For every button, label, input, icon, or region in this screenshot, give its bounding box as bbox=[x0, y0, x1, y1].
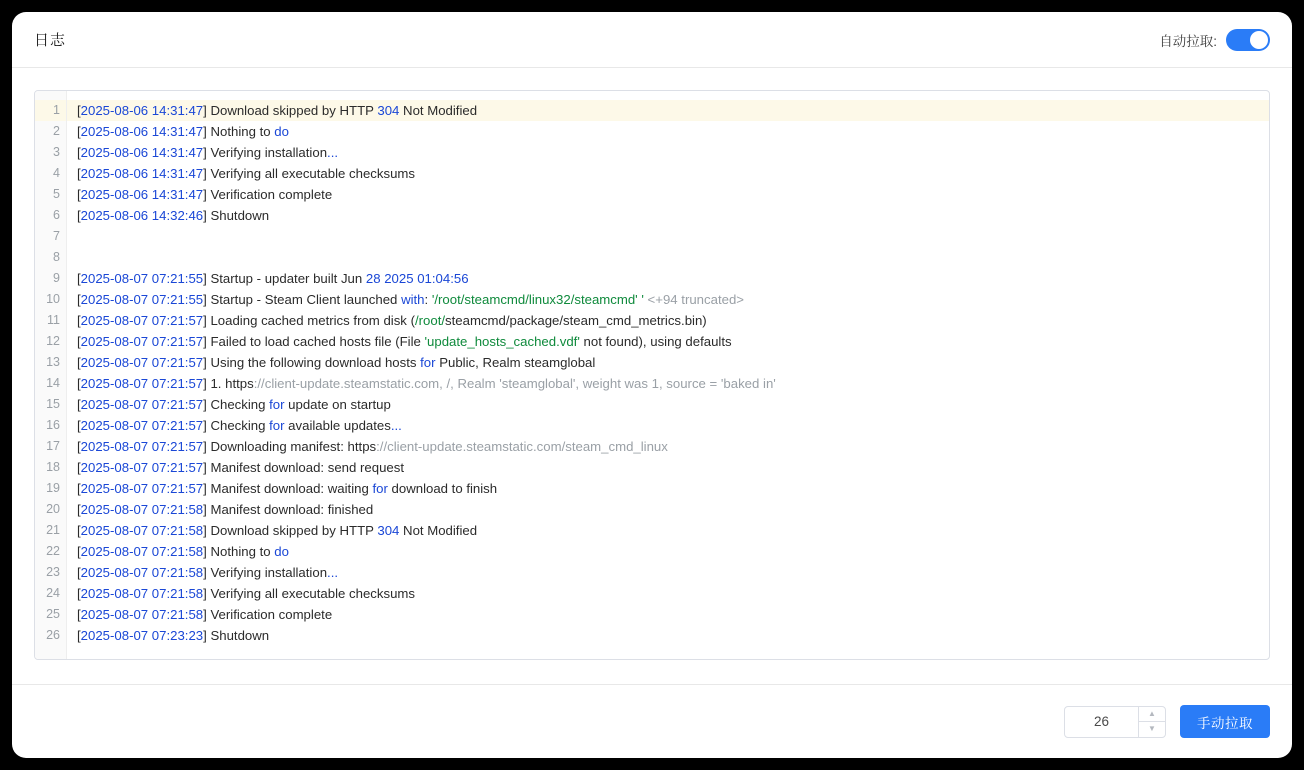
line-number: 20 bbox=[46, 502, 60, 516]
log-line bbox=[67, 184, 1269, 205]
log-token: 2025-08-07 07:21:55 bbox=[80, 292, 204, 307]
auto-pull-label: 自动拉取: bbox=[1159, 33, 1217, 49]
log-token: ://client-update.steamstatic.com, /, Realm 'steamglobal', weight was 1, source = 'baked in' bbox=[253, 376, 776, 391]
log-token: 2025-08-07 07:21:57 bbox=[80, 334, 204, 349]
log-token: 304 bbox=[377, 523, 400, 538]
log-token: update on startup bbox=[284, 397, 391, 412]
log-token: 'update_hosts_cached.vdf' bbox=[424, 334, 580, 349]
log-token: [ bbox=[77, 334, 81, 349]
log-token: [ bbox=[77, 565, 81, 580]
line-number: 8 bbox=[53, 250, 60, 264]
log-line bbox=[67, 583, 1269, 604]
log-token: ] Verifying all executable checksums bbox=[203, 166, 415, 181]
log-line bbox=[67, 247, 1269, 268]
log-token: 2025-08-07 07:21:57 bbox=[80, 376, 204, 391]
log-body bbox=[12, 68, 1292, 684]
log-token: ] Checking bbox=[203, 418, 270, 433]
log-token: 2025-08-07 07:23:23 bbox=[80, 628, 204, 643]
log-lines[interactable] bbox=[67, 91, 1269, 659]
log-token: ] Download skipped by HTTP bbox=[203, 523, 378, 538]
log-token: [ bbox=[77, 544, 81, 559]
log-token: 2025-08-06 14:31:47 bbox=[80, 145, 204, 160]
log-token: ] Downloading manifest: https bbox=[203, 439, 377, 454]
log-token: 2025-08-07 07:21:58 bbox=[80, 544, 204, 559]
log-token: [ bbox=[77, 166, 81, 181]
log-token: ... bbox=[390, 418, 402, 433]
log-line bbox=[67, 625, 1269, 646]
page-title: 日志 bbox=[34, 32, 67, 49]
log-token: ] Verification complete bbox=[203, 607, 333, 622]
line-number: 18 bbox=[46, 460, 60, 474]
log-token: ] Manifest download: finished bbox=[203, 502, 374, 517]
log-line bbox=[67, 226, 1269, 247]
log-token: '/root/steamcmd/linux32/steamcmd' ' bbox=[431, 292, 644, 307]
log-token: ] Verifying installation bbox=[203, 565, 328, 580]
log-line bbox=[67, 415, 1269, 436]
log-token: ] Loading cached metrics from disk ( bbox=[203, 313, 415, 328]
log-line bbox=[67, 352, 1269, 373]
log-token: [ bbox=[77, 439, 81, 454]
log-token: [ bbox=[77, 187, 81, 202]
log-token: ] Using the following download hosts bbox=[203, 355, 421, 370]
log-token: not found), using defaults bbox=[579, 334, 732, 349]
log-token: [ bbox=[77, 355, 81, 370]
log-token: steamcmd/package/steam_cmd_metrics.bin) bbox=[445, 313, 707, 328]
log-token: [ bbox=[77, 208, 81, 223]
log-token: ... bbox=[327, 565, 339, 580]
line-number: 6 bbox=[53, 208, 60, 222]
log-token: /root/ bbox=[414, 313, 446, 328]
log-line bbox=[67, 436, 1269, 457]
line-number: 5 bbox=[53, 187, 60, 201]
log-token: for bbox=[372, 481, 388, 496]
log-line bbox=[67, 142, 1269, 163]
log-token: ] Startup - Steam Client launched bbox=[203, 292, 402, 307]
log-token: 2025-08-07 07:21:57 bbox=[80, 481, 204, 496]
log-token: 2025-08-07 07:21:58 bbox=[80, 502, 204, 517]
log-token: 2025-08-06 14:32:46 bbox=[80, 208, 204, 223]
log-token: [ bbox=[77, 586, 81, 601]
log-token: 2025-08-06 14:31:47 bbox=[80, 187, 204, 202]
log-token: ] Failed to load cached hosts file (File bbox=[203, 334, 425, 349]
line-number: 21 bbox=[46, 523, 60, 537]
log-token: 2025-08-07 07:21:58 bbox=[80, 565, 204, 580]
line-number: 24 bbox=[46, 586, 60, 600]
log-token: [ bbox=[77, 481, 81, 496]
line-number: 12 bbox=[46, 334, 60, 348]
log-token: ] Nothing to bbox=[203, 544, 275, 559]
log-line bbox=[67, 100, 1269, 121]
log-token: ] 1. https bbox=[203, 376, 254, 391]
log-line bbox=[67, 478, 1269, 499]
log-token: available updates bbox=[284, 418, 391, 433]
log-token: [ bbox=[77, 607, 81, 622]
log-token: with bbox=[401, 292, 425, 307]
log-token: [ bbox=[77, 418, 81, 433]
line-number: 3 bbox=[53, 145, 60, 159]
line-number-gutter bbox=[35, 91, 67, 659]
log-token: download to finish bbox=[387, 481, 498, 496]
log-token: do bbox=[274, 544, 289, 559]
log-token: 2025-08-07 07:21:58 bbox=[80, 523, 204, 538]
log-line bbox=[67, 604, 1269, 625]
log-token: [ bbox=[77, 145, 81, 160]
log-token: [ bbox=[77, 397, 81, 412]
log-token: 2025-08-06 14:31:47 bbox=[80, 124, 204, 139]
log-token: 2025-08-07 07:21:55 bbox=[80, 271, 204, 286]
stepper-arrows[interactable] bbox=[1138, 707, 1165, 737]
log-token: 2025-08-07 07:21:58 bbox=[80, 586, 204, 601]
log-line bbox=[67, 163, 1269, 184]
log-token: ... bbox=[327, 145, 339, 160]
log-token: ] Shutdown bbox=[203, 628, 270, 643]
log-token: ] Manifest download: send request bbox=[203, 460, 405, 475]
log-token: 2025-08-07 07:21:57 bbox=[80, 355, 204, 370]
line-number: 17 bbox=[46, 439, 60, 453]
log-token: ] Verifying all executable checksums bbox=[203, 586, 415, 601]
toggle-knob bbox=[1250, 31, 1268, 49]
line-number: 13 bbox=[46, 355, 60, 369]
log-line bbox=[67, 457, 1269, 478]
log-token: 304 bbox=[377, 103, 400, 118]
log-token: [ bbox=[77, 103, 81, 118]
log-token: [ bbox=[77, 124, 81, 139]
log-token: do bbox=[274, 124, 289, 139]
log-token: 2025-08-07 07:21:57 bbox=[80, 439, 204, 454]
log-token: [ bbox=[77, 376, 81, 391]
log-token: for bbox=[269, 397, 285, 412]
log-token: ] Nothing to bbox=[203, 124, 275, 139]
log-token: <+94 truncated> bbox=[643, 292, 744, 307]
log-token: ] Verification complete bbox=[203, 187, 333, 202]
log-token: Not Modified bbox=[399, 103, 478, 118]
log-line bbox=[67, 289, 1269, 310]
log-token: 2025-08-07 07:21:57 bbox=[80, 460, 204, 475]
line-number: 26 bbox=[46, 628, 60, 642]
window-header bbox=[12, 12, 1292, 68]
log-viewer[interactable] bbox=[34, 90, 1270, 660]
log-line bbox=[67, 520, 1269, 541]
log-token: ] Verifying installation bbox=[203, 145, 328, 160]
log-line bbox=[67, 205, 1269, 226]
log-token: [ bbox=[77, 313, 81, 328]
log-token: Public, Realm steamglobal bbox=[435, 355, 596, 370]
line-number: 15 bbox=[46, 397, 60, 411]
log-token: ] Shutdown bbox=[203, 208, 270, 223]
log-token: 2025-08-06 14:31:47 bbox=[80, 103, 204, 118]
header-actions bbox=[1159, 29, 1270, 51]
line-number: 11 bbox=[47, 313, 60, 327]
line-number: 19 bbox=[46, 481, 60, 495]
log-line bbox=[67, 499, 1269, 520]
log-token: ] Download skipped by HTTP bbox=[203, 103, 378, 118]
log-line bbox=[67, 562, 1269, 583]
line-number: 25 bbox=[46, 607, 60, 621]
log-line bbox=[67, 541, 1269, 562]
log-token: 2025-08-07 07:21:57 bbox=[80, 397, 204, 412]
line-number: 16 bbox=[46, 418, 60, 432]
line-number: 10 bbox=[46, 292, 60, 306]
line-number: 14 bbox=[46, 376, 60, 390]
window-footer bbox=[12, 684, 1292, 758]
log-line bbox=[67, 121, 1269, 142]
log-line bbox=[67, 373, 1269, 394]
log-window bbox=[12, 12, 1292, 758]
manual-pull-button[interactable]: 手动拉取 bbox=[1180, 705, 1270, 738]
log-token: 2025-08-07 07:21:57 bbox=[80, 418, 204, 433]
log-line bbox=[67, 394, 1269, 415]
log-token: [ bbox=[77, 292, 81, 307]
line-count-value[interactable]: 26 bbox=[1093, 714, 1110, 729]
log-token: for bbox=[420, 355, 436, 370]
log-token: [ bbox=[77, 502, 81, 517]
log-token: ://client-update.steamstatic.com/steam_cmd_linux bbox=[376, 439, 668, 454]
log-token: [ bbox=[77, 271, 81, 286]
log-token: ] Manifest download: waiting bbox=[203, 481, 373, 496]
log-token: for bbox=[269, 418, 285, 433]
log-token: [ bbox=[77, 523, 81, 538]
line-number: 7 bbox=[53, 229, 60, 243]
log-token: [ bbox=[77, 628, 81, 643]
log-token: [ bbox=[77, 460, 81, 475]
log-token: Not Modified bbox=[399, 523, 478, 538]
log-token: ] Checking bbox=[203, 397, 270, 412]
line-number: 22 bbox=[46, 544, 60, 558]
line-count-stepper[interactable] bbox=[1064, 706, 1166, 738]
stepper-up-icon[interactable]: ▲ bbox=[1139, 707, 1165, 723]
log-token: : bbox=[424, 292, 432, 307]
log-token: 2025-08-07 07:21:57 bbox=[80, 313, 204, 328]
log-token: 28 2025 01:04:56 bbox=[365, 271, 469, 286]
line-number: 9 bbox=[53, 271, 60, 285]
log-line bbox=[67, 331, 1269, 352]
log-token: ] Startup - updater built Jun bbox=[203, 271, 366, 286]
stepper-down-icon[interactable]: ▼ bbox=[1148, 724, 1156, 734]
line-number: 1 bbox=[35, 100, 66, 121]
line-number: 2 bbox=[53, 124, 60, 138]
log-token: 2025-08-06 14:31:47 bbox=[80, 166, 204, 181]
line-number: 4 bbox=[53, 166, 60, 180]
log-line bbox=[67, 310, 1269, 331]
log-line bbox=[67, 268, 1269, 289]
log-token: 2025-08-07 07:21:58 bbox=[80, 607, 204, 622]
line-number: 23 bbox=[46, 565, 60, 579]
auto-pull-toggle[interactable] bbox=[1226, 29, 1270, 51]
